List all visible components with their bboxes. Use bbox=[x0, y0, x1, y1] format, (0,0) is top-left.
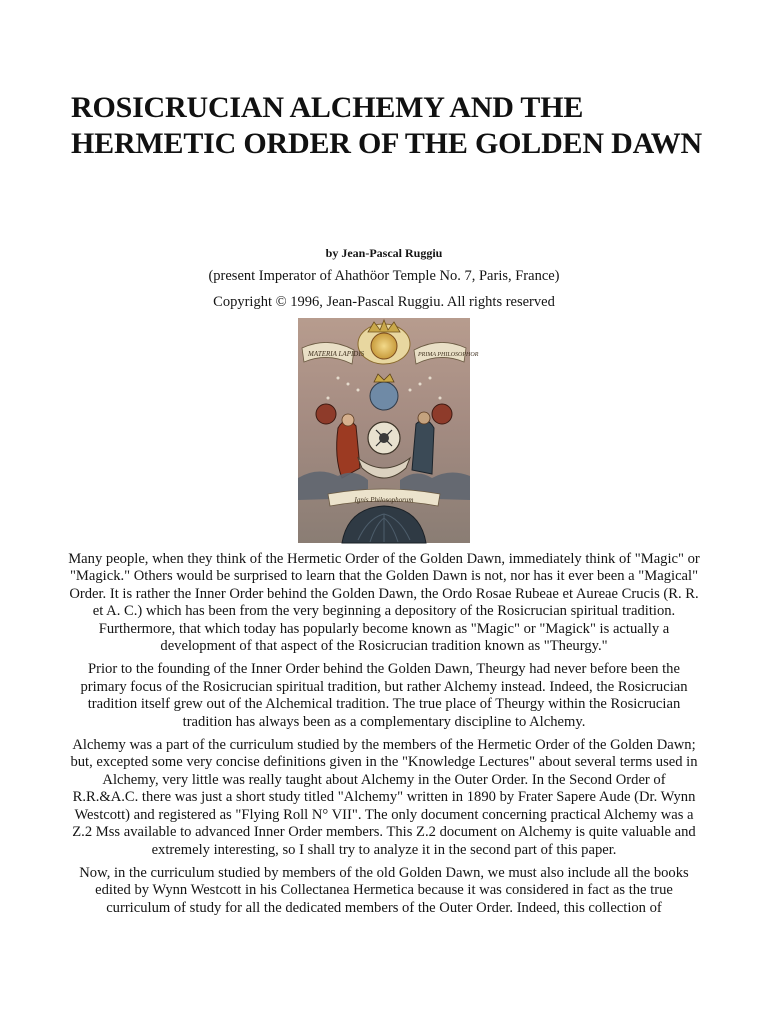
author-byline: by Jean-Pascal Ruggiu bbox=[325, 246, 443, 260]
paragraph-4: Now, in the curriculum studied by members of the old Golden Dawn, we must also include all the books edited by Wynn Westcott in his Collectanea Hermetica because it was considered in fact as the true curriculum of study for all the dedicated members of the Outer Order. Indeed, this collection of bbox=[79, 864, 689, 916]
banner-left-text: MATERIA LAPIDIS bbox=[308, 350, 365, 358]
banner-right-text: PRIMA PHILOSOPHOR bbox=[418, 352, 479, 358]
copyright-notice: Copyright © 1996, Jean-Pascal Ruggiu. All rights reserved bbox=[213, 294, 555, 310]
paragraph-1: Many people, when they think of the Hermetic Order of the Golden Dawn, immediately think of "Magic" or "Magick." Others would be surprised to learn that the Golden Dawn is not, nor has it ever been a "Magical" Order. It is rather the Inner Order behind the Golden Dawn, the Ordo Rosae Rubeae et Aureae Crucis (R. R. et A. C.) which has been from the very beginning a depository of the Rosicrucian spiritual tradition. Furthermore, that which today has popularly become known as "Magic" or "Magick" is actually a development of that aspect of the Rosicrucian tradition known as "Theurgy." bbox=[68, 551, 700, 655]
author-affiliation: (present Imperator of Ahathöor Temple No. 7, Paris, France) bbox=[208, 268, 560, 284]
alchemical-illustration bbox=[298, 318, 479, 543]
article-body bbox=[68, 551, 700, 923]
paragraph-2: Prior to the founding of the Inner Order behind the Golden Dawn, Theurgy had never before been the primary focus of the Rosicrucian spiritual tradition, but rather Alchemy instead. Indeed, the Rosicrucian tradition itself grew out of the Alchemical tradition. The true place of Theurgy within the Rosicrucian tradition has always been as a complementary discipline to Alchemy. bbox=[80, 661, 688, 730]
document-title: ROSICRUCIAN ALCHEMY AND THE HERMETIC ORDER OF THE GOLDEN DAWN bbox=[71, 91, 702, 160]
paragraph-3: Alchemy was a part of the curriculum studied by the members of the Hermetic Order of the Golden Dawn; but, excepted some very concise definitions given in the "Knowledge Lectures" about several terms used in Alchemy, very little was really taught about Alchemy in the Outer Order. In the Second Order of R.R.&A.C. there was just a short study titled "Alchemy" written in 1890 by Frater Sapere Aude (Dr. Wynn Westcott) and registered as "Flying Roll N° VII". The only document concerning practical Alchemy was a Z.2 Mss available to advanced Inner Order members. This Z.2 document on Alchemy is quite valuable and extremely interesting, so I shall try to analyze it in the second part of this paper. bbox=[70, 737, 698, 858]
banner-bottom-text: Ignis Philosophorum bbox=[354, 496, 414, 504]
